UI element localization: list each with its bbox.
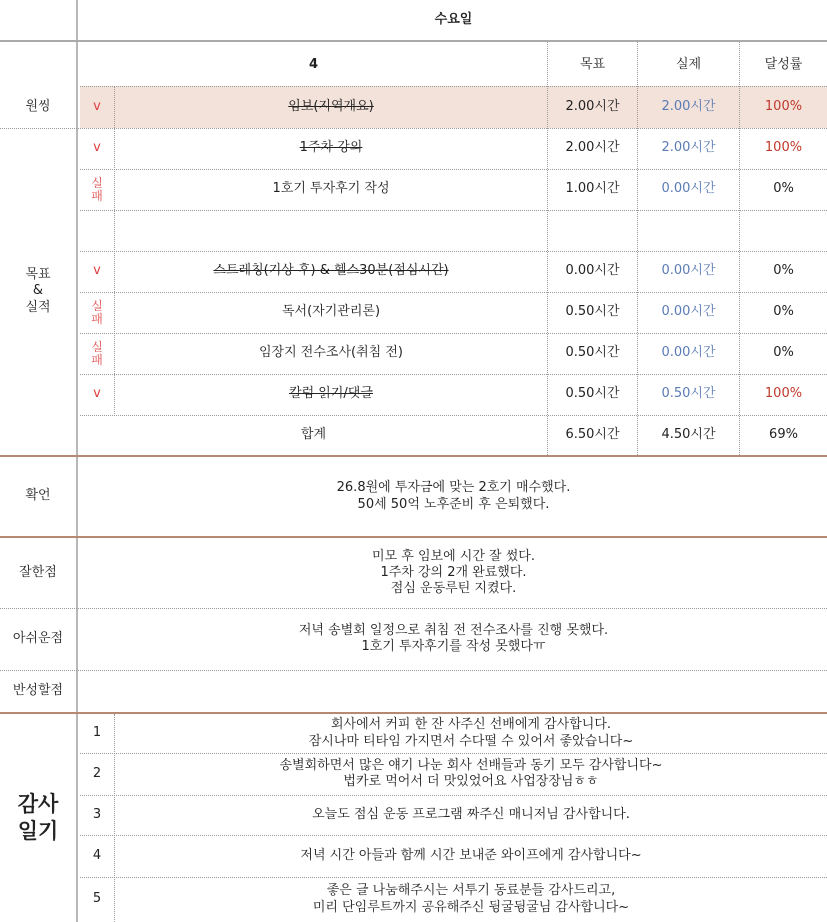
wonsing-mark: v	[93, 98, 101, 114]
task-rate: 100%	[764, 386, 803, 402]
task-status-mark: v	[93, 263, 101, 279]
wonsing-actual: 2.00시간	[661, 98, 716, 114]
task-rate	[740, 210, 827, 251]
header-bottom-border	[0, 40, 827, 42]
task-rate: 0%	[773, 345, 794, 361]
task-actual: 0.00시간	[661, 345, 716, 361]
task-actual: 0.00시간	[661, 263, 716, 279]
task-actual	[638, 210, 739, 251]
total-rate: 69%	[769, 426, 798, 442]
task-name: 독서(자기관리론)	[281, 304, 381, 320]
task-rate: 0%	[773, 263, 794, 279]
task-goal: 1.00시간	[565, 181, 620, 197]
total-actual: 4.50시간	[661, 426, 716, 442]
gratitude-text	[115, 835, 827, 877]
gratitude-number: 3	[92, 806, 102, 822]
actual-header: 실제	[675, 56, 702, 72]
gratitude-label	[0, 714, 76, 922]
task-goal	[548, 210, 637, 251]
regret-text	[80, 608, 827, 670]
gratitude-line: 회사에서 커피 한 잔 사주신 선배에게 감사합니다.	[330, 717, 612, 733]
gratitude-line: 송별회하면서 많은 얘기 나눈 회사 선배들과 동기 모두 감사합니다~	[279, 757, 663, 773]
rate-header: 달성률	[764, 56, 803, 72]
affirm-text	[80, 457, 827, 536]
goals-label-text: 목표 & 실적	[25, 267, 51, 315]
task-status-char: 실	[91, 175, 103, 190]
gratitude-line: 오늘도 점심 운동 프로그램 짜주신 매니저님 감사합니다.	[312, 806, 630, 822]
task-status-char: 실	[91, 339, 103, 354]
task-name: 1주차 강의	[299, 140, 363, 156]
task-name: 스트레칭(기상 후) & 헬스30분(점심시간)	[213, 263, 449, 279]
task-status-char: 패	[91, 188, 103, 203]
goals-label	[0, 128, 76, 455]
task-status-fail	[80, 333, 114, 374]
affirm-label: 확언	[25, 488, 51, 504]
gratitude-text	[115, 714, 827, 753]
task-status-fail	[80, 292, 114, 333]
wonsing-goal: 2.00시간	[565, 98, 620, 114]
gratitude-number: 5	[92, 891, 102, 907]
task-name	[115, 210, 547, 251]
wonsing-label: 원씽	[25, 98, 51, 114]
task-number-header: 4	[308, 56, 319, 72]
task-rate: 100%	[764, 140, 803, 156]
good-line: 1주차 강의 2개 완료했다.	[380, 564, 527, 580]
total-goal: 6.50시간	[565, 426, 620, 442]
gratitude-line: 잠시나마 티타임 가지면서 수다떨 수 있어서 좋았습니다~	[308, 733, 634, 749]
goal-header: 목표	[579, 56, 606, 72]
task-goal: 0.50시간	[565, 345, 620, 361]
task-actual: 0.00시간	[661, 181, 716, 197]
regret-line: 1호기 투자후기를 작성 못했다ㅠ	[361, 639, 546, 654]
gratitude-number: 4	[92, 847, 102, 863]
task-rate: 0%	[773, 304, 794, 320]
reflect-label: 반성할점	[12, 682, 64, 698]
task-status-char: 패	[91, 311, 103, 326]
affirm-line: 50세 50억 노후준비 후 은퇴했다.	[357, 496, 550, 512]
regret-line: 저녁 송별회 일정으로 취침 전 전수조사를 진행 못했다.	[298, 622, 609, 638]
task-goal: 0.50시간	[565, 304, 620, 320]
task-actual: 2.00시간	[661, 140, 716, 156]
left-border	[76, 0, 78, 922]
task-status-char: 패	[91, 352, 103, 367]
gratitude-text	[115, 877, 827, 922]
task-name: 칼럼 읽기/댓글	[289, 386, 373, 402]
task-status-mark: v	[93, 140, 101, 156]
gratitude-line: 저녁 시간 아들과 함께 시간 보내준 와이프에게 감사합니다~	[300, 847, 642, 863]
gratitude-text	[115, 795, 827, 835]
day-header: 수요일	[434, 11, 473, 27]
task-status-char: 실	[91, 298, 103, 313]
total-label: 합계	[300, 426, 327, 442]
task-status-mark	[80, 210, 114, 251]
regret-label: 아쉬운점	[12, 630, 64, 646]
gratitude-line: 법카로 먹어서 더 맛있었어요 사업장장님ㅎㅎ	[343, 774, 599, 789]
row-line	[0, 670, 827, 671]
task-status-mark: v	[93, 386, 101, 402]
task-status-fail	[80, 169, 114, 210]
gratitude-label-line: 감사	[17, 791, 59, 816]
task-goal: 2.00시간	[565, 140, 620, 156]
good-line: 미모 후 임보에 시간 잘 썼다.	[372, 548, 535, 564]
task-name: 1호기 투자후기 작성	[272, 181, 390, 197]
affirm-line: 26.8원에 투자금에 맞는 2호기 매수했다.	[336, 480, 571, 496]
good-line: 점심 운동루틴 지켰다.	[390, 581, 517, 597]
gratitude-number: 1	[92, 725, 102, 741]
gratitude-line: 좋은 글 나눔해주시는 서투기 동료분들 감사드리고,	[326, 883, 616, 899]
good-label: 잘한점	[19, 564, 57, 580]
wonsing-task: 임보(지역개요)	[288, 98, 374, 114]
gratitude-label-line: 일기	[17, 819, 59, 843]
task-actual: 0.00시간	[661, 304, 716, 320]
gratitude-line: 미리 단임루트까지 공유해주신 뒹굴뒹굴님 감사합니다~	[312, 899, 630, 915]
task-goal: 0.50시간	[565, 386, 620, 402]
gratitude-text	[115, 753, 827, 795]
task-name: 임장지 전수조사(취침 전)	[259, 345, 403, 361]
gratitude-number: 2	[92, 765, 102, 781]
good-text	[80, 538, 827, 608]
task-goal: 0.00시간	[565, 263, 620, 279]
wonsing-rate: 100%	[764, 98, 803, 114]
task-actual: 0.50시간	[661, 386, 716, 402]
task-rate: 0%	[773, 181, 794, 197]
